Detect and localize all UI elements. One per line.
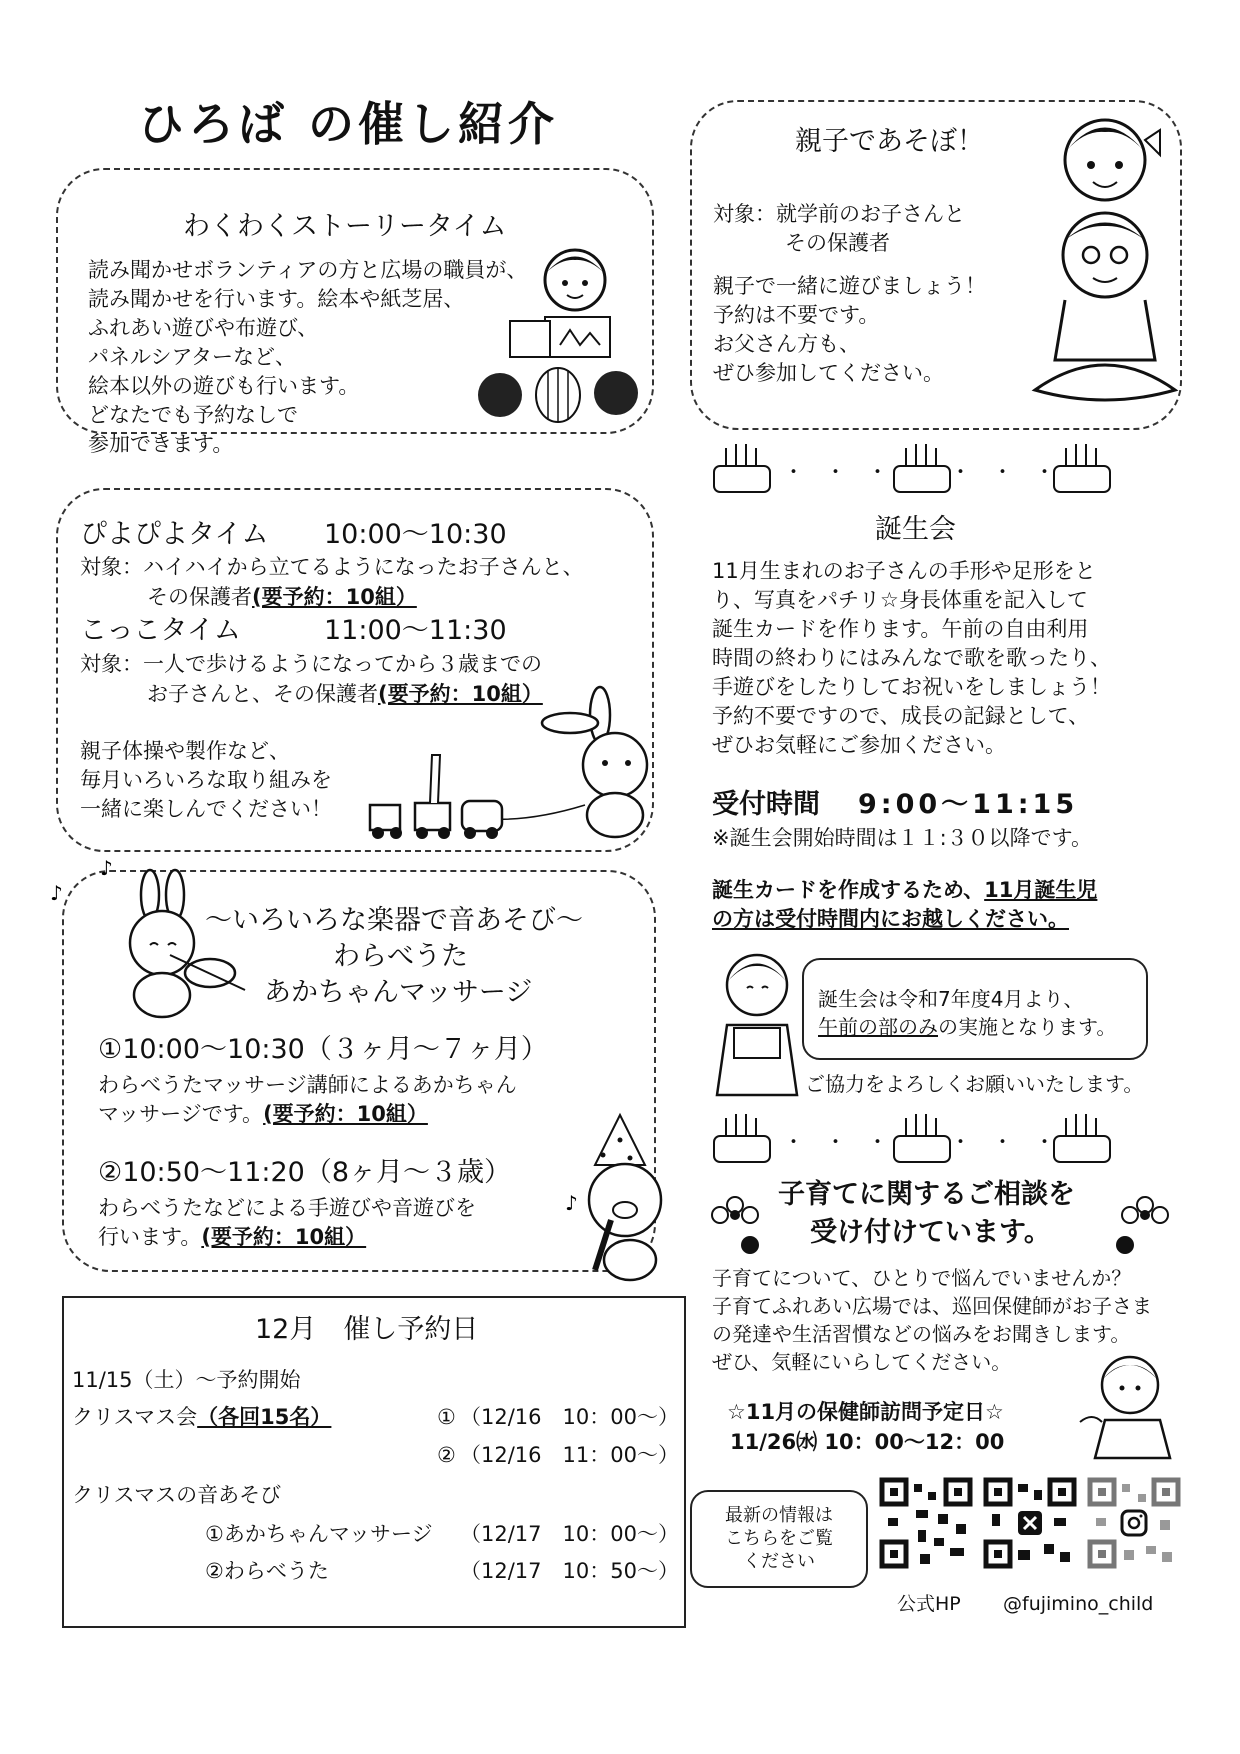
- cake-icon: [1054, 444, 1110, 492]
- reception-time: 9:00～11:15: [858, 789, 1079, 820]
- christmas-capacity: （各回15名）: [197, 1405, 332, 1429]
- session2-heading: ②10:50～11:20（8ヶ月～３歳）: [98, 1157, 512, 1188]
- christmas-music-title: クリスマスの音あそび: [72, 1483, 282, 1507]
- birthday-description: 11月生まれのお子さんの手形や足形をと り、写真をパチリ☆身長体重を記入して 誕生カードを作ります。午前の自由利用 時間の終わりにはみんなで歌を歌ったり、 手遊びをしたりしてお祝いをしましょう！ 予約不要ですので、成長の記録として、 ぜひお気軽にご参加ください。: [712, 559, 1111, 757]
- oyako-target: 対象：就学前のお子さんと: [713, 202, 965, 226]
- latest-info-text: 最新の情報は こちらをご覧 ください: [725, 1505, 833, 1572]
- cake-separator-top: [712, 438, 1152, 498]
- staff-woman-illustration: [712, 950, 802, 1100]
- dots-separator: ・ ・ ・: [950, 460, 1055, 484]
- oyako-description: 親子で一緒に遊びましょう！ 予約は不要です。 お父さん方も、 ぜひ参加してください。: [713, 274, 986, 385]
- kokko-reservation: (要予約：10組）: [378, 682, 543, 706]
- official-hp-label: 公式HP: [897, 1593, 961, 1615]
- oyako-title: 親子であそぼ！: [795, 126, 984, 157]
- baby-massage-title: あかちゃんマッサージ: [264, 977, 533, 1008]
- dots-separator: ・ ・ ・: [950, 1130, 1055, 1154]
- cake-icon: [1054, 1114, 1110, 1162]
- piyo-reservation: (要予約：10組）: [252, 585, 417, 609]
- christmas-music-warabeuta-time: （12/17 10：50～）: [460, 1559, 679, 1583]
- warabeuta-title: わらべうた: [333, 941, 468, 972]
- flower-icon: [705, 1190, 765, 1260]
- cake-icon: [714, 444, 770, 492]
- story-time-title: わくわくストーリータイム: [183, 211, 507, 242]
- cake-icon: [894, 444, 950, 492]
- session1-heading: ①10:00～10:30（３ヶ月～７ヶ月）: [98, 1034, 548, 1065]
- birthday-title: 誕生会: [875, 514, 956, 545]
- pig-recorder-illustration: [545, 1110, 705, 1290]
- page-title: ひろば の催し紹介: [138, 97, 559, 151]
- birthday-notice-line1: 誕生会は令和7年度4月より、: [818, 987, 1084, 1011]
- consult-title-line1: 子育てに関するご相談を: [778, 1179, 1075, 1210]
- session1-line1: わらべうたマッサージ講師によるあかちゃん: [98, 1073, 517, 1097]
- piyo-note: 親子体操や製作など、 毎月いろいろな取り組みを 一緒に楽しんでください！: [80, 739, 332, 821]
- story-time-description: 読み聞かせボランティアの方と広場の職員が、 読み聞かせを行います。絵本や紙芝居、 ふれあい遊びや布遊び、 パネルシアターなど、 絵本以外の遊びも行います。 どなたでも予約なしで 参加できます。: [88, 258, 528, 456]
- svg-text:♪: ♪: [565, 1191, 578, 1215]
- christmas-session1-time: （12/16 10：00～）: [460, 1405, 679, 1429]
- reservation-title: 12月 催し予約日: [255, 1314, 479, 1345]
- rabbit-violin-illustration: [50, 855, 250, 1025]
- visit-date: 11/26㈬ 10：00～12：00: [730, 1430, 1005, 1454]
- kokko-title: こっこタイム: [80, 615, 241, 646]
- christmas-music-massage-time: （12/17 10：00～）: [460, 1522, 679, 1546]
- qr-codes: [880, 1478, 1180, 1570]
- svg-text:♪: ♪: [50, 881, 63, 905]
- kokko-time: 11:00～11:30: [324, 615, 507, 646]
- kokko-target: 対象：一人で歩けるようになってから３歳までの: [80, 652, 542, 676]
- session2-line1: わらべうたなどによる手遊びや音遊びを: [98, 1196, 476, 1220]
- session2-line2: 行います。(要予約：10組）: [98, 1225, 367, 1249]
- piyo-title: ぴよぴよタイム: [80, 519, 269, 550]
- session2-reservation: (要予約：10組）: [201, 1225, 367, 1249]
- christmas-music-massage: ①あかちゃんマッサージ: [205, 1522, 433, 1546]
- consult-description: 子育てについて、ひとりで悩んでいませんか？ 子育てふれあい広場では、巡回保健師がお子さま の発達や生活習慣などの悩みをお聞きします。 ぜひ、気軽にいらしてください。: [712, 1266, 1152, 1374]
- piyo-time: 10:00～10:30: [324, 519, 507, 550]
- birthday-notice-line2: 午前の部のみの実施となります。: [818, 1015, 1117, 1039]
- dots-separator: ・ ・ ・: [783, 460, 888, 484]
- rabbit-train-illustration: [370, 695, 660, 845]
- nurse-illustration: [1080, 1350, 1190, 1460]
- cake-separator-bottom: [712, 1108, 1152, 1168]
- reservation-start: 11/15（土）～予約開始: [72, 1368, 301, 1392]
- birthday-thanks: ご協力をよろしくお願いいたします。: [805, 1072, 1144, 1096]
- cake-icon: [894, 1114, 950, 1162]
- qr-code-instagram[interactable]: [1088, 1478, 1180, 1568]
- birthday-card-note-line2: の方は受付時間内にお越しください。: [712, 907, 1069, 931]
- christmas-session2-time: （12/16 11：00～）: [460, 1443, 679, 1467]
- christmas-session2-no: ②: [437, 1443, 456, 1467]
- sns-handle-label: @fujimino_child: [1003, 1593, 1154, 1615]
- svg-text:♪: ♪: [100, 856, 113, 880]
- qr-code-official-hp[interactable]: [880, 1478, 972, 1568]
- oyako-target-guardian: その保護者: [785, 231, 890, 255]
- dots-separator: ・ ・ ・: [783, 1130, 888, 1154]
- session1-reservation: (要予約：10組）: [263, 1102, 428, 1126]
- parent-child-illustration: [1035, 110, 1175, 420]
- cake-icon: [714, 1114, 770, 1162]
- christmas-party: クリスマス会（各回15名）: [72, 1405, 332, 1429]
- kokko-target-guardian: お子さんと、その保護者(要予約：10組）: [147, 682, 543, 706]
- reception-label: 受付時間: [712, 789, 820, 820]
- instagram-logo-icon: [1122, 1511, 1146, 1535]
- music-title: ～いろいろな楽器で音あそび～: [205, 905, 583, 936]
- piyo-target: 対象：ハイハイから立てるようになったお子さんと、: [80, 555, 584, 579]
- birthday-start-note: ※誕生会開始時間は１１:３０以降です。: [712, 826, 1092, 850]
- birthday-card-note-line1: 誕生カードを作成するため、11月誕生児: [712, 878, 1098, 902]
- flower-icon: [1110, 1190, 1170, 1260]
- consult-title-line2: 受け付けています。: [810, 1217, 1051, 1248]
- christmas-session1-no: ①: [437, 1405, 456, 1429]
- piyo-target-guardian: その保護者(要予約：10組）: [147, 585, 417, 609]
- reading-boy-illustration: [470, 245, 640, 425]
- visit-title: ☆11月の保健師訪問予定日☆: [727, 1400, 1004, 1424]
- christmas-music-warabeuta: ②わらべうた: [205, 1559, 329, 1583]
- qr-code-x[interactable]: [984, 1478, 1076, 1568]
- session1-line2: マッサージです。(要予約：10組）: [98, 1102, 428, 1126]
